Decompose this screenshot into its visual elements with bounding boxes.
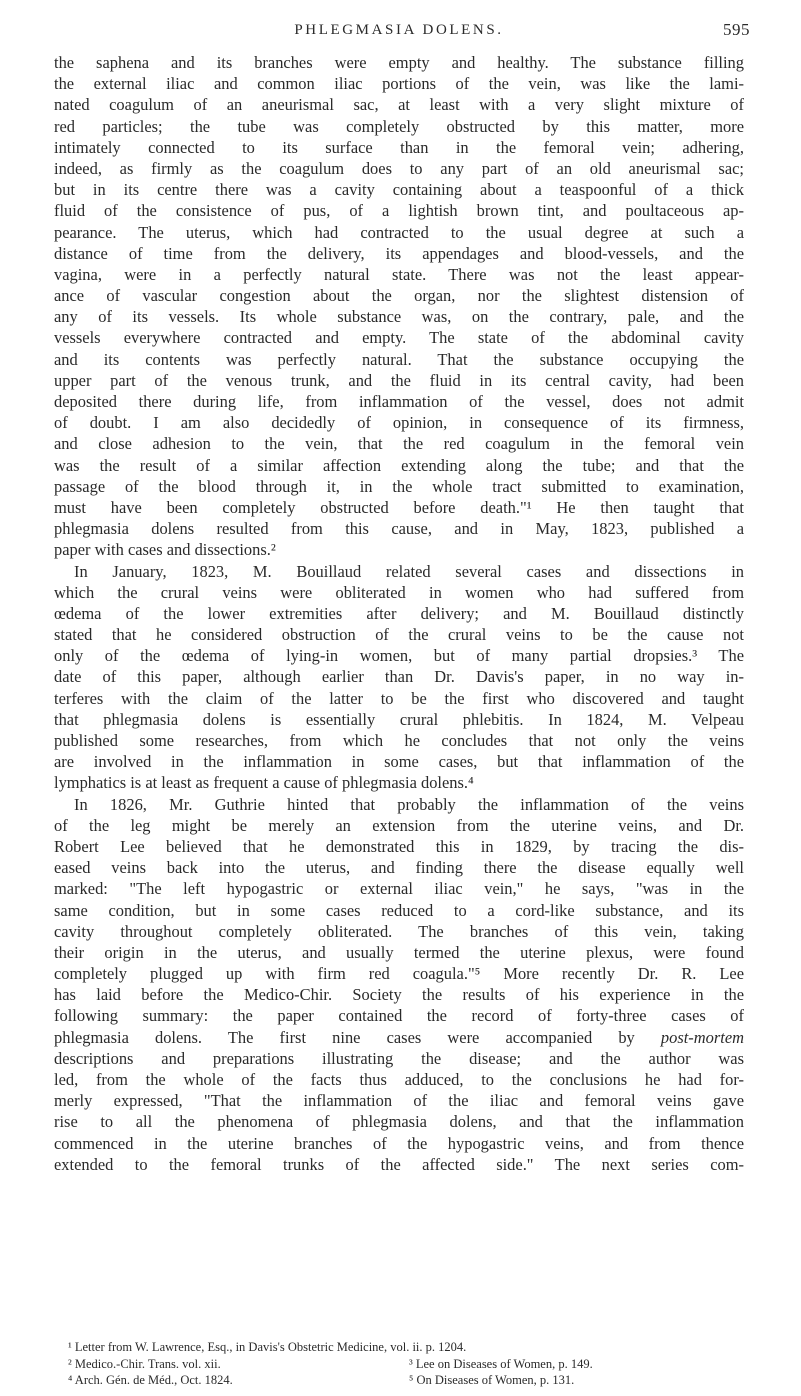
text-line: of the leg might be merely an extension from the uterine veins, and Dr. — [54, 815, 744, 835]
text-line: cavity throughout completely obliterated. The branches of this vein, taking — [54, 921, 744, 941]
text-line: upper part of the venous trunk, and the fluid in its central cavity, had been — [54, 370, 744, 390]
text-line: must have been completely obstructed before death."¹ He then taught that — [54, 497, 744, 517]
footnote: ² Medico.-Chir. Trans. vol. xii. — [68, 1356, 221, 1371]
text-line: red particles; the tube was completely obstructed by this matter, more — [54, 116, 744, 136]
text-line: published some researches, from which he concludes that not only the veins — [54, 731, 744, 750]
text-line: vessels everywhere contracted and empty. The state of the abdominal cavity — [54, 328, 744, 348]
text-line: In January, 1823, M. Bouillaud related several cases and dissections in — [74, 561, 744, 581]
text-line: œdema of the lower extremities after delivery; and M. Bouillaud distinctly — [54, 603, 744, 623]
text-line: phlegmasia dolens resulted from this cause, and in May, 1823, published a — [54, 519, 744, 539]
text-line: and close adhesion to the vein, that the red coagulum in the femoral vein — [54, 434, 744, 454]
text-line: In 1826, Mr. Guthrie hinted that probably the inflammation of the veins — [74, 794, 744, 814]
text-line: ance of vascular congestion about the organ, nor the slightest distension of — [54, 286, 744, 306]
text-line: pearance. The uterus, which had contracted to the usual degree at such a — [54, 222, 744, 242]
text-line: terferes with the claim of the latter to be the first who discovered and taught — [54, 688, 744, 708]
text-line: descriptions and preparations illustrating the disease; and the author was — [54, 1048, 744, 1068]
footnote-row — [54, 1356, 744, 1373]
footnotes — [54, 1339, 744, 1389]
text-line: indeed, as firmly as the coagulum does to any part of an old aneurismal sac; — [54, 158, 744, 178]
text-line: commenced in the uterine branches of the hypogastric veins, and from thence — [54, 1133, 744, 1153]
footnote: ⁵ On Diseases of Women, p. 131. — [409, 1373, 575, 1387]
text-line: lymphatics is at least as frequent a cause of phlegmasia dolens.⁴ — [54, 773, 474, 793]
text-line: marked: "The left hypogastric or external iliac vein," he says, "was in the — [54, 879, 744, 899]
footnote-row — [54, 1339, 744, 1356]
text-line: the external iliac and common iliac portions of the vein, was like the lami- — [54, 74, 744, 94]
text-line: Robert Lee believed that he demonstrated this in 1829, by tracing the dis- — [54, 836, 744, 856]
text-line: and its contents was perfectly natural. That the substance occupying the — [54, 349, 744, 369]
footnote: ⁴ Arch. Gén. de Méd., Oct. 1824. — [68, 1373, 233, 1387]
text-line: fluid of the consistence of pus, of a lightish brown tint, and poultaceous ap- — [54, 201, 744, 221]
text-line: any of its vessels. Its whole substance was, on the contrary, pale, and the — [54, 307, 744, 327]
text-line: phlegmasia dolens. The first nine cases were accompanied by post-mortem — [54, 1027, 744, 1047]
italic-term: post-mortem — [660, 1027, 744, 1047]
text-line: passage of the blood through it, in the whole tract submitted to examination, — [54, 476, 744, 496]
text-line: distance of time from the delivery, its appendages and blood-vessels, and the — [54, 243, 744, 263]
text-line: paper with cases and dissections.² — [54, 540, 276, 560]
text-line: are involved in the inflammation in some cases, but that inflammation of the — [54, 752, 744, 772]
text-line: following summary: the paper contained the record of forty-three cases of — [54, 1006, 744, 1026]
footnote: ¹ Letter from W. Lawrence, Esq., in Davis's Obstetric Medicine, vol. ii. p. 1204. — [68, 1340, 467, 1354]
text-line: has laid before the Medico-Chir. Society the results of his experience in the — [54, 985, 744, 1005]
text-line: but in its centre there was a cavity containing about a teaspoonful of a thick — [54, 180, 744, 200]
footnote-row — [54, 1372, 744, 1389]
text-line: vagina, were in a perfectly natural state. There was not the least appear- — [54, 264, 744, 284]
text-line: nated coagulum of an aneurismal sac, at least with a very slight mixture of — [54, 95, 744, 115]
running-title: PHLEGMASIA DOLENS. — [294, 22, 504, 38]
footnote: ³ Lee on Diseases of Women, p. 149. — [409, 1356, 593, 1371]
text-line: of doubt. I am also decidedly of opinion, in consequence of its firmness, — [54, 413, 744, 433]
body-text — [54, 52, 744, 1175]
text-line: eased veins back into the uterus, and finding there the disease equally well — [54, 858, 744, 878]
text-line: rise to all the phenomena of phlegmasia dolens, and that the inflammation — [54, 1112, 744, 1132]
text-line: which the crural veins were obliterated in women who had suffered from — [54, 582, 744, 602]
text-line: same condition, but in some cases reduced to a cord-like substance, and its — [54, 900, 744, 920]
text-line: their origin in the uterus, and usually termed the uterine plexus, were found — [54, 942, 744, 962]
text-line: the saphena and its branches were empty and healthy. The substance filling — [54, 53, 744, 72]
text-line: deposited there during life, from inflammation of the vessel, does not admit — [54, 392, 744, 411]
text-line: intimately connected to its surface than in the femoral vein; adhering, — [54, 137, 744, 157]
page-number: 595 — [723, 20, 750, 39]
text-line: stated that he considered obstruction of the crural veins to be the cause not — [54, 625, 744, 645]
text-line: was the result of a similar affection extending along the tube; and that the — [54, 455, 744, 475]
text-line: completely plugged up with firm red coagula."⁵ More recently Dr. R. Lee — [54, 964, 744, 984]
text-line: extended to the femoral trunks of the affected side." The next series com- — [54, 1154, 744, 1174]
text-line: only of the œdema of lying-in women, but of many partial dropsies.³ The — [54, 646, 744, 666]
text-line: merly expressed, "That the inflammation of the iliac and femoral veins gave — [54, 1091, 744, 1111]
text-line: date of this paper, although earlier than Dr. Davis's paper, in no way in- — [54, 667, 744, 687]
text-line: led, from the whole of the facts thus adduced, to the conclusions he had for- — [54, 1070, 744, 1089]
running-head — [54, 18, 750, 48]
text-line: that phlegmasia dolens is essentially crural phlebitis. In 1824, M. Velpeau — [54, 709, 744, 729]
